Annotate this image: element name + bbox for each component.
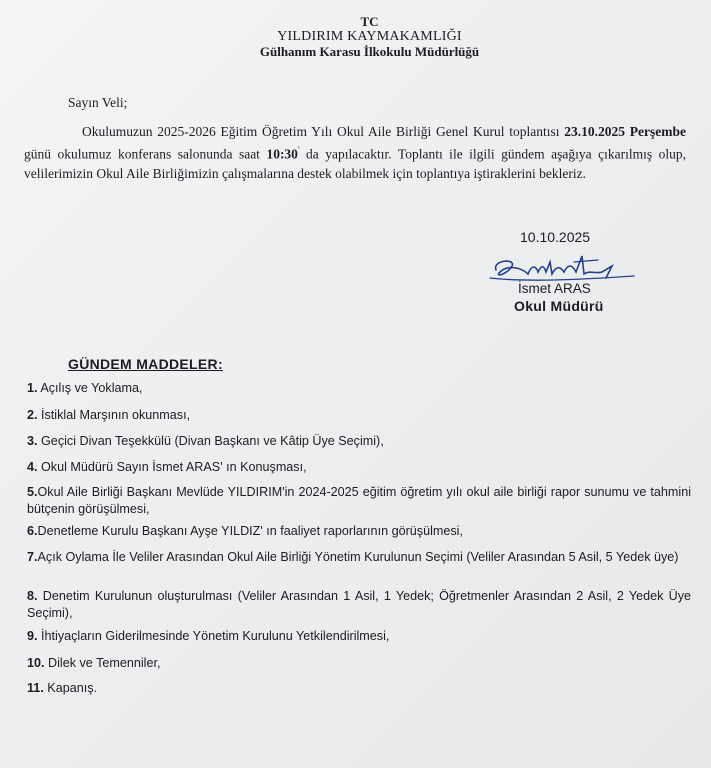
agenda-item-9: 9. İhtiyaçların Giderilmesinde Yönetim Kurulunu Yetkilendirilmesi,: [27, 629, 390, 643]
header-district: YILDIRIM KAYMAKAMLIĞI: [277, 29, 462, 44]
agenda-item-8: 8. Denetim Kurulunun oluşturulması (Veliler Arasından 1 Asil, 1 Yedek; Öğretmenler Arasından 2 Asil, 2 Yedek Üye Seçimi),: [27, 589, 691, 620]
agenda-item-6: 6.Denetleme Kurulu Başkanı Ayşe YILDIZ' ın faaliyet raporlarının görüşülmesi,: [27, 524, 463, 538]
header-country: TC: [360, 14, 379, 29]
body-part1: Okulumuzun 2025-2026 Eğitim Öğretim Yılı Okul Aile Birliği Genel Kurul toplantısı: [82, 124, 565, 139]
body-part3: da yapılacaktır. Toplantı ile ilgili gündem aşağıya çıkarılmış olup, velilerimizin Okul Aile Birliğimizin çalışmalarına destek olabilmek için toplantıya iştiraklerini bekleriz.: [24, 146, 686, 181]
agenda-item-11: 11. Kapanış.: [27, 681, 98, 695]
greeting: Sayın Veli;: [68, 95, 128, 110]
meeting-date: 23.10.2025 Perşembe: [564, 124, 686, 139]
meeting-time-suffix: ': [297, 145, 300, 155]
agenda-item-10: 10. Dilek ve Temenniler,: [27, 656, 161, 670]
meeting-time: 10:30: [266, 146, 298, 162]
body-part2: günü okulumuz konferans salonunda saat: [24, 146, 267, 162]
principal-name: İsmet ARAS: [518, 281, 591, 296]
agenda-item-2: 2. İstiklal Marşının okunması,: [27, 408, 191, 422]
agenda-item-5: 5.Okul Aile Birliği Başkanı Mevlüde YILDIRIM'in 2024-2025 eğitim öğretim yılı okul aile birliği rapor sunumu ve tahmini bütçenin görüşülmesi,: [27, 485, 691, 516]
agenda-heading: GÜNDEM MADDELER:: [68, 356, 223, 372]
principal-title: Okul Müdürü: [514, 298, 604, 314]
letter-date: 10.10.2025: [520, 229, 591, 245]
invitation-paragraph: [24, 122, 686, 183]
header-school: Gülhanım Karasu İlkokulu Müdürlüğü: [259, 44, 480, 59]
agenda-item-3: 3. Geçici Divan Teşekkülü (Divan Başkanı ve Kâtip Üye Seçimi),: [27, 434, 384, 448]
agenda-item-7: 7.Açık Oylama İle Veliler Arasından Okul Aile Birliği Yönetim Kurulunun Seçimi (Veliler Arasından 5 Asil, 5 Yedek üye): [27, 550, 679, 564]
agenda-item-4: 4. Okul Müdürü Sayın İsmet ARAS' ın Konuşması,: [27, 460, 307, 474]
agenda-item-1: 1. Açılış ve Yoklama,: [27, 381, 143, 395]
